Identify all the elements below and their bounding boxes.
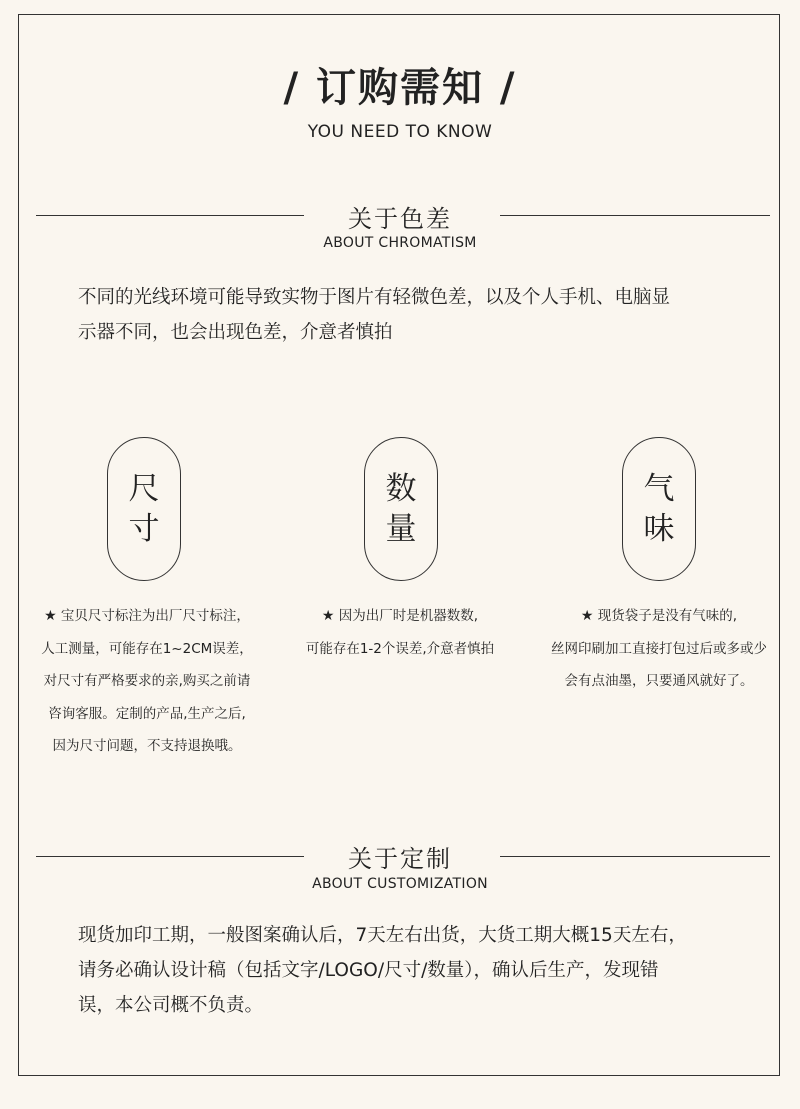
- note-line: [22, 600, 272, 633]
- note-quantity: [275, 600, 525, 665]
- note-text: 因为出厂时是机器数数,: [338, 608, 479, 624]
- note-line: [275, 600, 525, 633]
- pill-size: [107, 437, 181, 581]
- note-line: 因为尺寸问题，不支持退换哦。: [52, 738, 242, 754]
- page-title: / 订购需知 /: [283, 65, 517, 111]
- note-line: 会有点油墨，只要通风就好了。: [564, 673, 754, 689]
- note-line: 对尺寸有严格要求的亲,购买之前请: [43, 673, 251, 689]
- note-line: 人工测量，可能存在1~2CM误差，: [41, 640, 253, 657]
- note-text: 现货袋子是没有气味的,: [597, 608, 738, 624]
- star-icon: ★: [321, 608, 335, 624]
- note-line: 可能存在1-2个误差,介意者慎拍: [305, 640, 495, 657]
- star-icon: ★: [44, 608, 57, 624]
- pill-char: 数: [385, 471, 417, 507]
- note-odor: [534, 600, 784, 698]
- paragraph-line: 误，本公司概不负责。: [78, 995, 264, 1016]
- pill-char: 气: [643, 471, 675, 507]
- note-line: 咨询客服。定制的产品,生产之后,: [48, 705, 246, 722]
- paragraph-line: 请务必确认设计稿（包括文字/LOGO/尺寸/数量），确认后生产，发现错: [78, 960, 659, 981]
- pill-char: 尺: [128, 471, 160, 507]
- paragraph-line: 不同的光线环境可能导致实物于图片有轻微色差，以及个人手机、电脑显: [78, 287, 671, 308]
- note-size: [22, 600, 272, 763]
- page-subtitle: YOU NEED TO KNOW: [307, 122, 493, 142]
- section-title-customization: 关于定制: [348, 845, 452, 873]
- star-icon: ★: [580, 608, 594, 624]
- section-subtitle-chromatism: ABOUT CHROMATISM: [323, 235, 477, 251]
- section-title-chromatism: 关于色差: [348, 205, 452, 233]
- note-line: 丝网印刷加工直接打包过后或多或少: [551, 640, 767, 657]
- paragraph-line: 示器不同，也会出现色差，介意者慎拍: [78, 322, 393, 343]
- note-text: 宝贝尺寸标注为出厂尺寸标注，: [60, 608, 250, 624]
- pill-char: 寸: [128, 511, 160, 547]
- pill-char: 量: [385, 511, 417, 547]
- customization-paragraph: [78, 918, 738, 1023]
- pill-quantity: [364, 437, 438, 581]
- chromatism-paragraph: [78, 280, 738, 350]
- paragraph-line: 现货加印工期，一般图案确认后，7天左右出货，大货工期大概15天左右，: [78, 925, 687, 946]
- pill-char: 味: [643, 511, 675, 547]
- note-line: [534, 600, 784, 633]
- pill-odor: [622, 437, 696, 581]
- section-subtitle-customization: ABOUT CUSTOMIZATION: [312, 876, 488, 892]
